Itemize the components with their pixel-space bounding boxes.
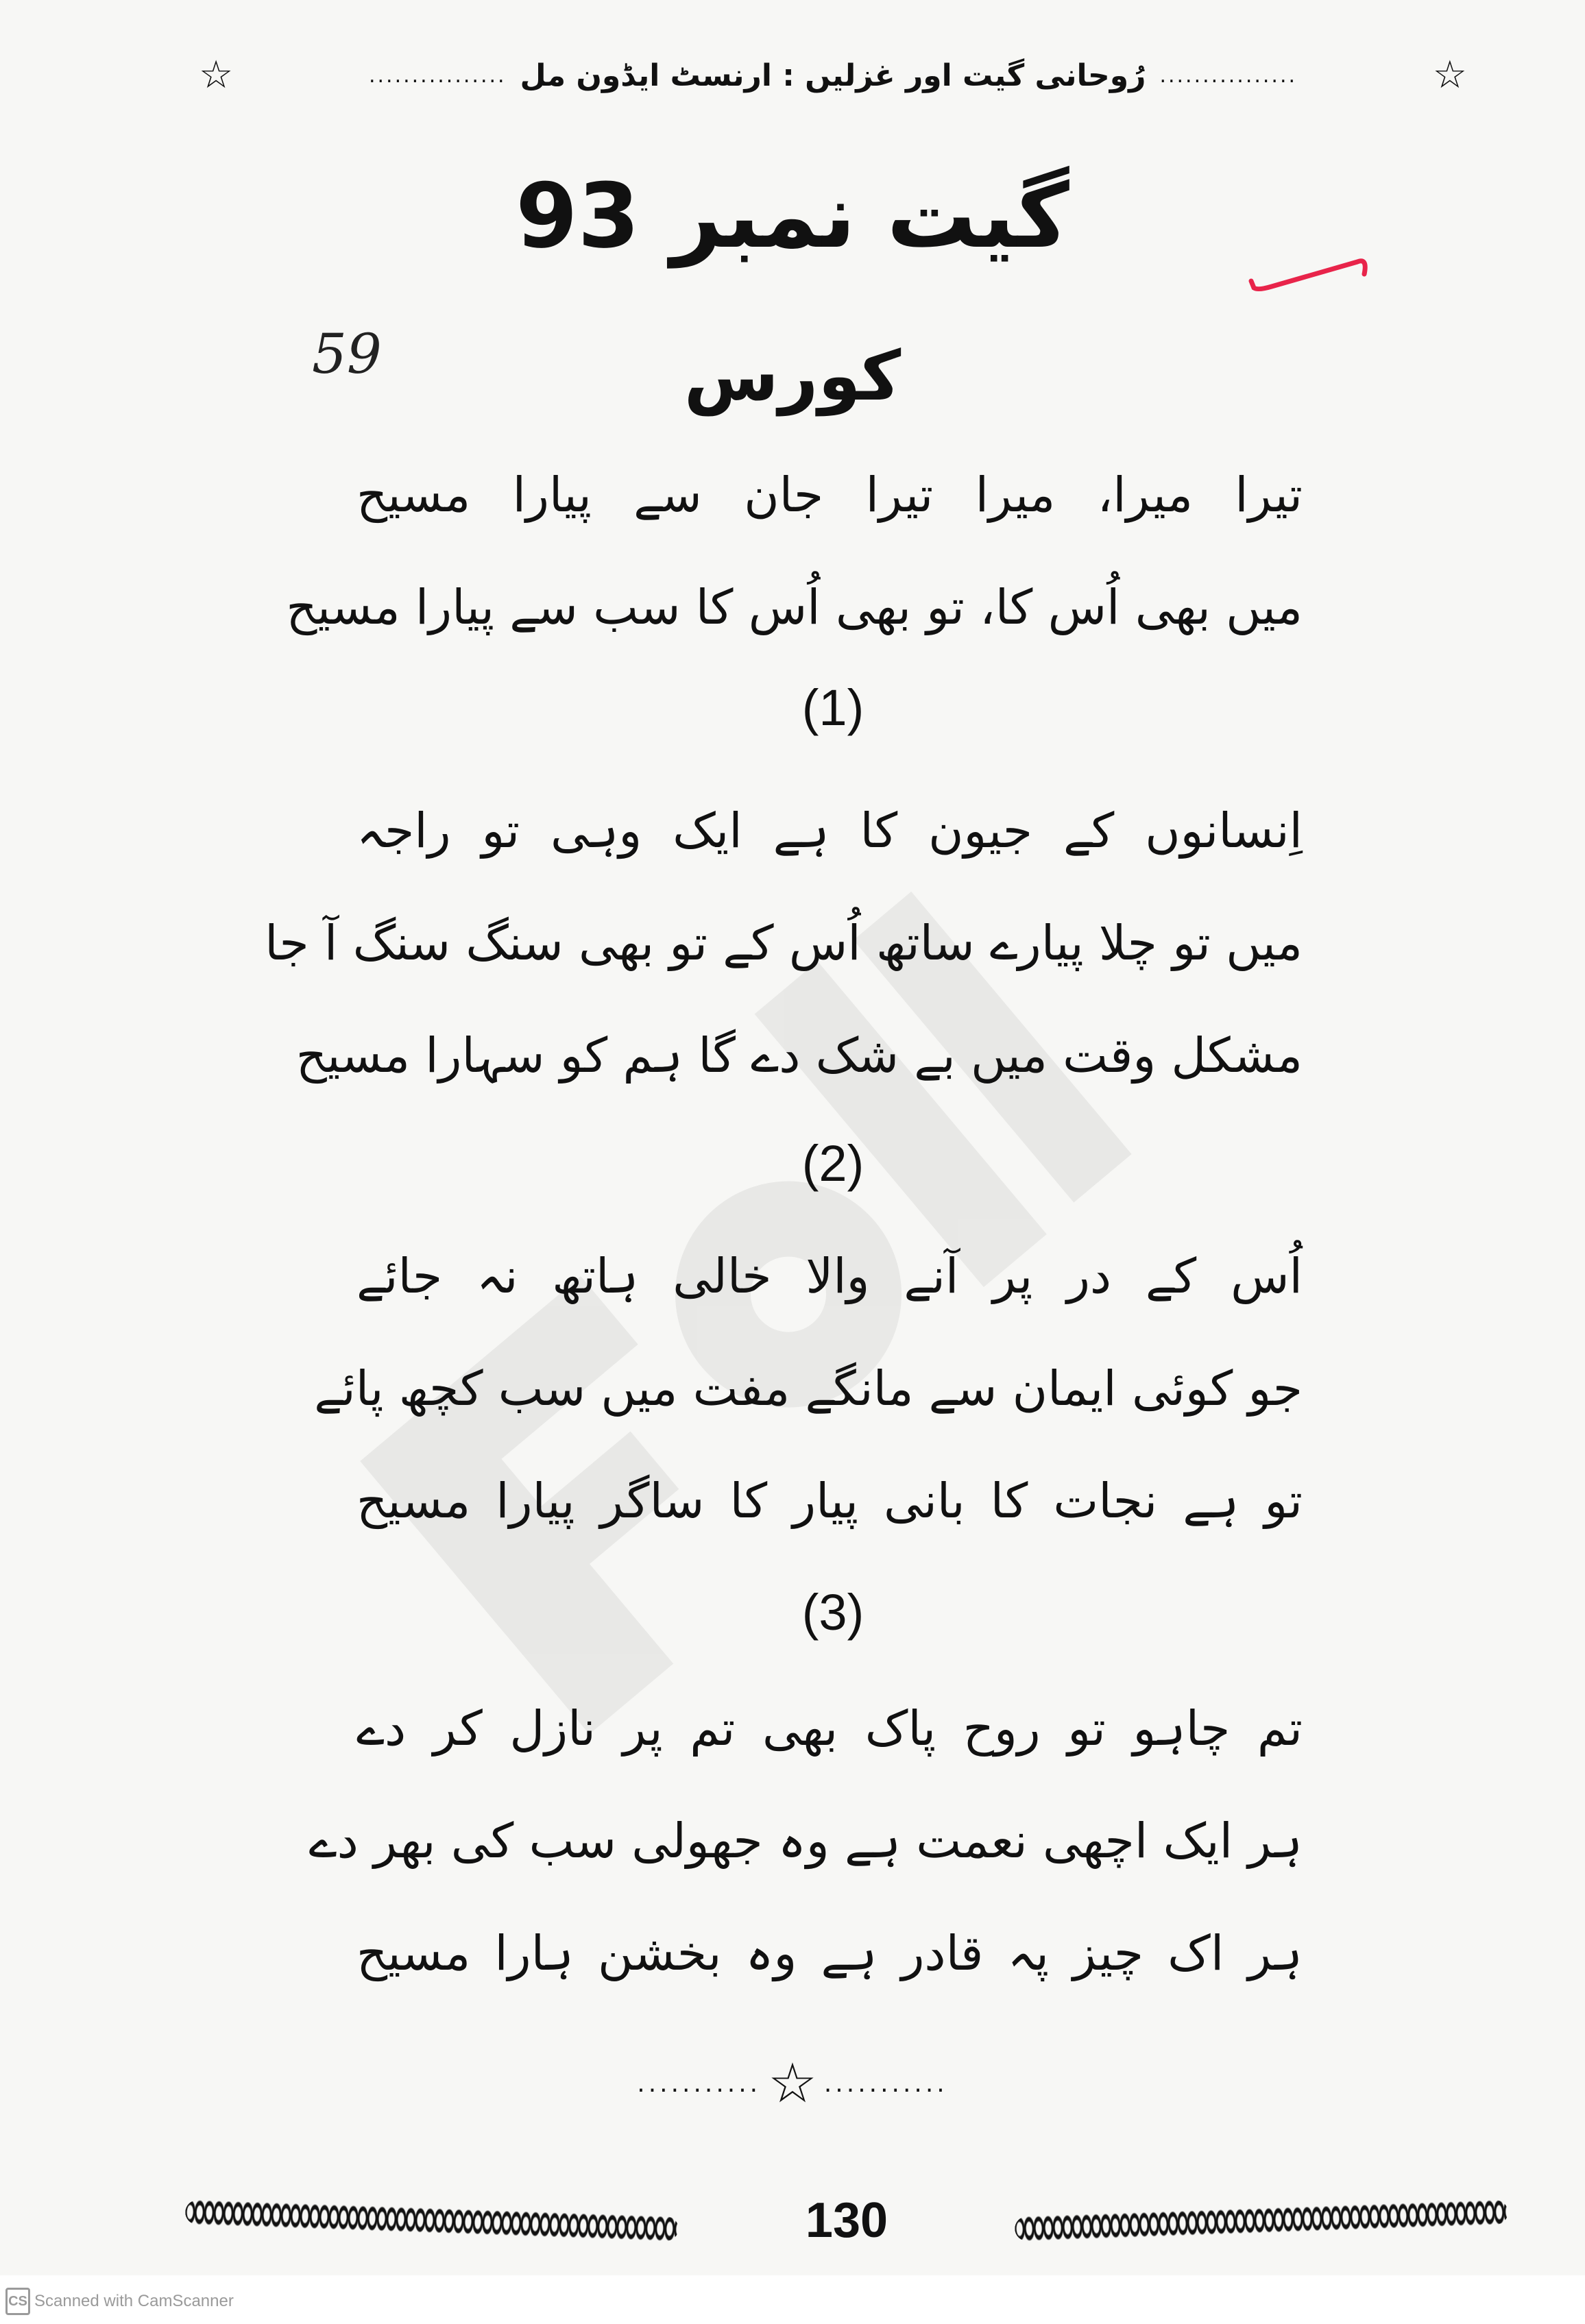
camscanner-logo-icon: CS	[5, 2288, 30, 2315]
dotted-leader: ...........	[823, 2069, 948, 2098]
scanner-watermark-text: Scanned with CamScanner	[34, 2292, 234, 2310]
star-icon: ☆	[1432, 53, 1467, 97]
stanza-number: (2)	[801, 1135, 864, 1192]
stanza-line: تم چاہو تو روح پاک بھی تم پر نازل کر دے	[356, 1700, 1303, 1757]
stanza-line: مشکل وقت میں بے شک دے گا ہم کو سہارا مسیح	[295, 1027, 1303, 1084]
chorus-heading: کورس	[683, 336, 902, 416]
header-center	[369, 58, 1297, 93]
stanza-3	[308, 1672, 1303, 2009]
star-icon: ☆	[768, 2051, 817, 2115]
stanza-number: (3)	[801, 1584, 864, 1641]
running-header	[199, 48, 1467, 103]
stanza-1	[265, 774, 1303, 1112]
dotted-leader: ...........	[637, 2069, 762, 2098]
stanza-line: ہر اک چیز پہ قادر ہے وہ بخشن ہارا مسیح	[356, 1925, 1303, 1981]
red-pen-mark-icon	[1244, 247, 1381, 295]
page-number: 130	[805, 2193, 888, 2248]
chain-border-icon	[185, 2199, 679, 2241]
chorus-block	[286, 439, 1303, 663]
song-title: گیت نمبر 93	[516, 164, 1069, 268]
star-icon: ☆	[199, 53, 234, 97]
stanza-2	[314, 1220, 1303, 1557]
stanza-number: (1)	[801, 679, 864, 736]
dotted-leader: ................	[368, 63, 507, 88]
stanza-line: میں تو چلا پیارے ساتھ اُس کے تو بھی سنگ سنگ آ جا	[265, 915, 1303, 971]
stanza-line: اُس کے در پر آنے والا خالی ہاتھ نہ جائے	[356, 1248, 1303, 1304]
handwritten-page-note: 59	[312, 322, 382, 386]
stanza-line: اِنسانوں کے جیون کا ہے ایک وہی تو راجہ	[356, 803, 1303, 859]
chorus-line: میں بھی اُس کا، تو بھی اُس کا سب سے پیارا مسیح	[286, 579, 1303, 635]
dotted-leader: ................	[1159, 63, 1298, 88]
running-title: رُوحانی گیت اور غزلیں : ارنسٹ ایڈون مل	[520, 58, 1146, 93]
chain-border-icon	[1015, 2199, 1509, 2241]
end-divider	[0, 2051, 1585, 2115]
stanza-line: ہر ایک اچھی نعمت ہے وہ جھولی سب کی بھر دے	[308, 1813, 1303, 1869]
stanza-line: جو کوئی ایمان سے مانگے مفت میں سب کچھ پائے	[314, 1360, 1303, 1417]
stanza-line: تو ہے نجات کا بانی پیار کا ساگر پیارا مسیح	[356, 1473, 1303, 1529]
chorus-line: تیرا میرا، میرا تیرا جان سے پیارا مسیح	[356, 467, 1303, 523]
scanner-watermark	[5, 2286, 234, 2316]
page-footer	[185, 2186, 1508, 2255]
